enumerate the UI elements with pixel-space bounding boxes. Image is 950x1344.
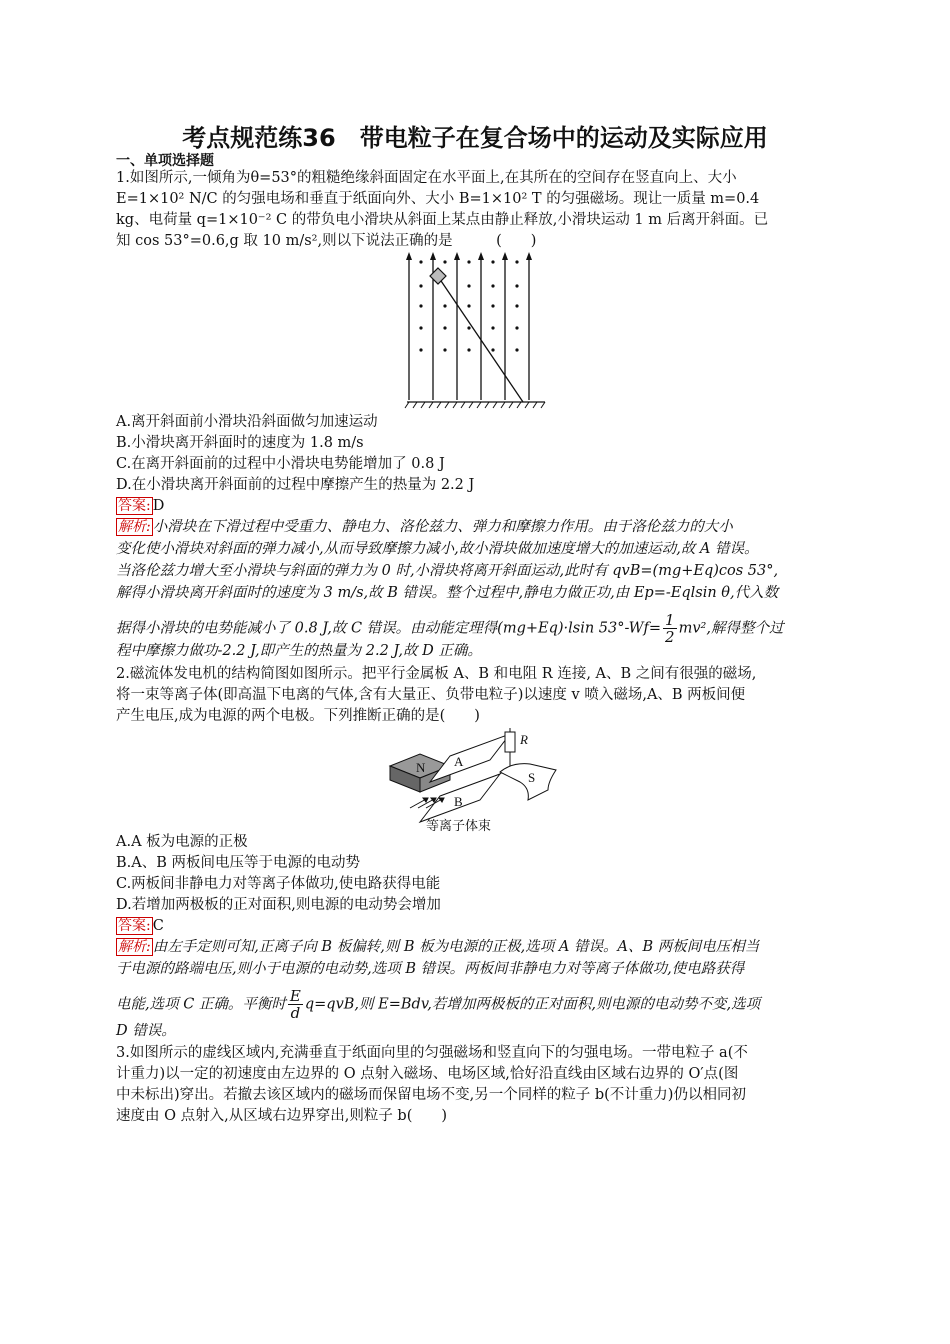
q3-stem-line: 3.如图所示的虚线区域内,充满垂直于纸面向里的匀强磁场和竖直向下的匀强电场。一带电粒子 a(不 [116, 1045, 748, 1061]
fraction-e-over-d: $\frac{E}{d}$ [289, 987, 301, 1022]
q2-stem-line: 产生电压,成为电源的两个电极。下列推断正确的是( ) [116, 708, 480, 724]
q2-answer-row [116, 916, 164, 936]
q1-option-b: B.小滑块离开斜面时的速度为 1.8 m/s [116, 435, 364, 451]
analysis-text: 小滑块在下滑过程中受重力、静电力、洛伦兹力、弹力和摩擦力作用。由于洛伦兹力的大小 [152, 519, 733, 535]
q2-option-a: A.A 板为电源的正极 [116, 834, 248, 850]
q1-analysis-row [116, 517, 733, 537]
analysis-label: 解析: [118, 519, 151, 535]
q1-stem-line: E=1×10² N/C 的匀强电场和垂直于纸面向外、大小 B=1×10² T 的匀强磁场。现让一质量 m=0.4 [116, 191, 760, 207]
analysis-text: 由左手定则可知,正离子向 B 板偏转,则 B 板为电源的正极,选项 A 错误。A、B 两板间电压相当 [152, 939, 760, 955]
q1-analysis-line: 当洛伦兹力增大至小滑块与斜面的弹力为 0 时,小滑块将离开斜面运动,此时有 qvB=(mg+Eq)cos 53°, [116, 563, 779, 579]
magnet-n-label: N [416, 760, 426, 775]
answer-label: 答案: [118, 498, 151, 514]
fraction-half: $\frac{1}{2}$ [665, 611, 675, 646]
plate-a-label: A [454, 754, 464, 769]
answer-value: C [152, 918, 164, 934]
q1-option-c: C.在离开斜面前的过程中小滑块电势能增加了 0.8 J [116, 456, 445, 472]
q2-analysis-line: 于电源的路端电压,则小于电源的电动势,选项 B 错误。两板间非静电力对等离子体做功,使电路获得 [116, 961, 745, 977]
q2-stem-line: 2.磁流体发电机的结构简图如图所示。把平行金属板 A、B 和电阻 R 连接, A、B 之间有很强的磁场, [116, 666, 757, 682]
q2-option-c: C.两板间非静电力对等离子体做功,使电路获得电能 [116, 876, 441, 892]
plate-b-label: B [454, 794, 463, 809]
q1-analysis-line: 程中摩擦力做功-2.2 J,即产生的热量为 2.2 J,故 D 正确。 [116, 643, 482, 659]
q1-analysis-line: 解得小滑块离开斜面时的速度为 3 m/s,故 B 错误。整个过程中,静电力做正功,由 Ep=-Eqlsin θ,代入数 [116, 585, 779, 601]
resistor [505, 732, 515, 752]
mhd-generator-figure [380, 726, 570, 836]
q2-option-b: B.A、B 两板间电压等于电源的电动势 [116, 855, 360, 871]
analysis-label: 解析: [118, 939, 151, 955]
page-title: 考点规范练36 带电粒子在复合场中的运动及实际应用 [182, 124, 768, 152]
answer-value: D [152, 498, 165, 514]
answer-label: 答案: [118, 918, 151, 934]
q3-stem-line: 计重力)以一定的初速度由左边界的 O 点射入磁场、电场区域,恰好沿直线由区域右边界的 O′点(图 [116, 1066, 739, 1082]
q2-analysis-line [116, 988, 760, 1021]
q1-stem-line: 1.如图所示,一倾角为θ=53°的粗糙绝缘斜面固定在水平面上,在其所在的空间存在竖直向上、大小 [116, 170, 737, 186]
analysis-text: 电能,选项 C 正确。平衡时 [116, 996, 286, 1013]
q2-analysis-line: D 错误。 [116, 1023, 176, 1039]
q3-stem-line: 中未标出)穿出。若撤去该区域内的磁场而保留电场不变,另一个同样的粒子 b(不计重力)仍以相同初 [116, 1087, 746, 1103]
q2-analysis-row [116, 937, 759, 957]
q1-option-d: D.在小滑块离开斜面前的过程中摩擦产生的热量为 2.2 J [116, 477, 475, 493]
ground-hatch [405, 402, 545, 408]
q2-option-d: D.若增加两极板的正对面积,则电源的电动势会增加 [116, 897, 441, 913]
q1-stem-line: 知 cos 53°=0.6,g 取 10 m/s²,则以下说法正确的是 ( ) [116, 233, 537, 249]
incline-field-figure [395, 250, 555, 410]
magnet-s-label: S [528, 770, 536, 785]
figure-caption: 等离子体束 [426, 818, 492, 833]
q1-option-a: A.离开斜面前小滑块沿斜面做匀加速运动 [116, 414, 378, 430]
q3-stem-line: 速度由 O 点射入,从区域右边界穿出,则粒子 b( ) [116, 1108, 448, 1124]
q1-answer-row [116, 496, 164, 516]
resistor-label: R [520, 732, 528, 747]
analysis-text: 据得小滑块的电势能减小了 0.8 J,故 C 错误。由动能定理得(mg+Eq)·lsin 53°-Wf= [116, 620, 662, 637]
incline-surface [435, 272, 523, 402]
q2-stem-line: 将一束等离子体(即高温下电离的气体,含有大量正、负带电粒子)以速度 v 喷入磁场,A、B 两板间便 [116, 687, 746, 703]
analysis-text: q=qvB,则 E=Bdv,若增加两极板的正对面积,则电源的电动势不变,选项 [304, 996, 761, 1013]
q1-analysis-line: 变化使小滑块对斜面的弹力减小,从而导致摩擦力减小,故小滑块做加速度增大的加速运动,故 A 错误。 [116, 541, 759, 557]
analysis-text: mv²,解得整个过 [678, 620, 784, 637]
section-heading: 一、单项选择题 [116, 153, 214, 169]
q1-stem-line: kg、电荷量 q=1×10⁻² C 的带负电小滑块从斜面上某点由静止释放,小滑块运动 1 m 后离开斜面。已 [116, 212, 769, 228]
